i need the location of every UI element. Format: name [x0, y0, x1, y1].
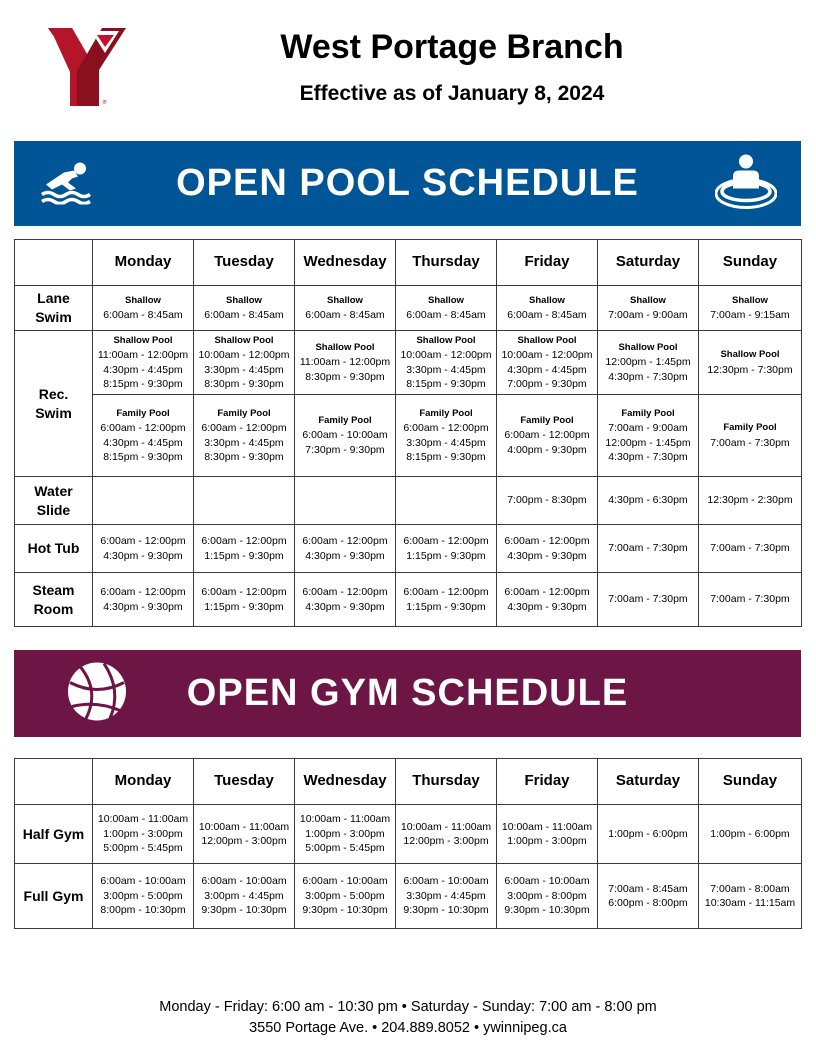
water-slide-row [15, 477, 802, 525]
day-header: Wednesday [295, 240, 396, 286]
steam-room-row [15, 573, 802, 627]
schedule-cell: 6:00am - 12:00pm 1:15pm - 9:30pm [194, 525, 295, 573]
schedule-cell-empty [295, 477, 396, 525]
gym-day-header-row [15, 759, 802, 805]
row-label: Hot Tub [15, 525, 93, 573]
schedule-cell: 6:00am - 12:00pm 4:30pm - 9:30pm [295, 573, 396, 627]
schedule-cell: 6:00am - 10:00am 3:00pm - 5:00pm 8:00pm - 10:30pm [93, 864, 194, 929]
schedule-cell: 7:00am - 8:00am 10:30am - 11:15am [699, 864, 802, 929]
full-gym-row [15, 864, 802, 929]
schedule-cell: 6:00am - 10:00am 3:00pm - 5:00pm 9:30pm - 10:30pm [295, 864, 396, 929]
schedule-cell: Shallow Pool 11:00am - 12:00pm 4:30pm - 4:45pm 8:15pm - 9:30pm [93, 331, 194, 395]
hours-summary: Monday - Friday: 6:00 am - 10:30 pm • Saturday - Sunday: 7:00 am - 8:00 pm [159, 999, 657, 1015]
schedule-cell: 6:00am - 12:00pm 1:15pm - 9:30pm [194, 573, 295, 627]
schedule-cell: 10:00am - 11:00am 1:00pm - 3:00pm 5:00pm - 5:45pm [295, 805, 396, 864]
schedule-cell: Shallow Pool 10:00am - 12:00pm 3:30pm - 4:45pm 8:30pm - 9:30pm [194, 331, 295, 395]
schedule-cell: 7:00pm - 8:30pm [497, 477, 598, 525]
row-label: Steam Room [15, 573, 93, 627]
swimmer-icon [40, 158, 94, 209]
schedule-cell: 6:00am - 10:00am 3:00pm - 8:00pm 9:30pm - 10:30pm [497, 864, 598, 929]
row-label: Half Gym [15, 805, 93, 864]
schedule-cell: 10:00am - 11:00am 1:00pm - 3:00pm 5:00pm - 5:45pm [93, 805, 194, 864]
contact-info: 3550 Portage Ave. • 204.889.8052 • ywinnipeg.ca [249, 1020, 567, 1036]
row-label: Rec. Swim [15, 331, 93, 477]
schedule-cell: Shallow Pool 12:30pm - 7:30pm [699, 331, 802, 395]
row-label: Full Gym [15, 864, 93, 929]
schedule-cell: Shallow Pool 11:00am - 12:00pm 8:30pm - 9:30pm [295, 331, 396, 395]
day-header: Saturday [598, 240, 699, 286]
basketball-icon [66, 660, 128, 727]
day-header: Monday [93, 759, 194, 805]
schedule-cell: 6:00am - 12:00pm 4:30pm - 9:30pm [93, 525, 194, 573]
schedule-cell: Shallow 7:00am - 9:00am [598, 286, 699, 331]
pool-day-header-row [15, 240, 802, 286]
day-header: Wednesday [295, 759, 396, 805]
row-label: Lane Swim [15, 286, 93, 331]
gym-schedule-table [14, 758, 802, 929]
schedule-cell: 6:00am - 12:00pm 4:30pm - 9:30pm [93, 573, 194, 627]
hot-tub-icon [715, 152, 777, 215]
day-header: Sunday [699, 759, 802, 805]
schedule-cell: 12:30pm - 2:30pm [699, 477, 802, 525]
schedule-cell: 10:00am - 11:00am 12:00pm - 3:00pm [396, 805, 497, 864]
schedule-cell-empty [93, 477, 194, 525]
schedule-cell: 7:00am - 8:45am 6:00pm - 8:00pm [598, 864, 699, 929]
day-header: Tuesday [194, 240, 295, 286]
gym-banner-title: OPEN GYM SCHEDULE [186, 672, 629, 714]
lane-swim-row [15, 286, 802, 331]
half-gym-row [15, 805, 802, 864]
schedule-cell: 7:00am - 7:30pm [699, 525, 802, 573]
schedule-cell: Family Pool 6:00am - 12:00pm 3:30pm - 4:45pm 8:15pm - 9:30pm [396, 395, 497, 477]
svg-text:®: ® [102, 100, 107, 106]
corner-cell [15, 759, 93, 805]
day-header: Tuesday [194, 759, 295, 805]
schedule-cell: Family Pool 6:00am - 12:00pm 4:30pm - 4:45pm 8:15pm - 9:30pm [93, 395, 194, 477]
schedule-cell: Shallow 6:00am - 8:45am [396, 286, 497, 331]
schedule-cell: Shallow Pool 10:00am - 12:00pm 4:30pm - 4:45pm 7:00pm - 9:30pm [497, 331, 598, 395]
corner-cell [15, 240, 93, 286]
schedule-cell: 6:00am - 12:00pm 4:30pm - 9:30pm [497, 573, 598, 627]
schedule-cell: 6:00am - 10:00am 3:00pm - 4:45pm 9:30pm - 10:30pm [194, 864, 295, 929]
schedule-cell-empty [194, 477, 295, 525]
effective-date: Effective as of January 8, 2024 [299, 82, 605, 105]
rec-swim-family-row [15, 395, 802, 477]
schedule-cell: Family Pool 6:00am - 12:00pm 3:30pm - 4:45pm 8:30pm - 9:30pm [194, 395, 295, 477]
row-label: Water Slide [15, 477, 93, 525]
schedule-cell: 10:00am - 11:00am 12:00pm - 3:00pm [194, 805, 295, 864]
schedule-cell: 4:30pm - 6:30pm [598, 477, 699, 525]
schedule-cell-empty [396, 477, 497, 525]
day-header: Saturday [598, 759, 699, 805]
pool-banner-title: OPEN POOL SCHEDULE [176, 162, 639, 204]
schedule-cell: Family Pool 7:00am - 7:30pm [699, 395, 802, 477]
day-header: Monday [93, 240, 194, 286]
schedule-cell: 1:00pm - 6:00pm [598, 805, 699, 864]
schedule-cell: Shallow 6:00am - 8:45am [93, 286, 194, 331]
schedule-cell: Shallow 6:00am - 8:45am [295, 286, 396, 331]
gym-schedule-banner [14, 650, 801, 737]
schedule-cell: 7:00am - 7:30pm [598, 573, 699, 627]
day-header: Thursday [396, 240, 497, 286]
schedule-cell: 6:00am - 12:00pm 1:15pm - 9:30pm [396, 525, 497, 573]
schedule-cell: Family Pool 6:00am - 10:00am 7:30pm - 9:30pm [295, 395, 396, 477]
schedule-cell: 6:00am - 10:00am 3:30pm - 4:45pm 9:30pm - 10:30pm [396, 864, 497, 929]
day-header: Friday [497, 240, 598, 286]
schedule-cell: 7:00am - 7:30pm [598, 525, 699, 573]
schedule-cell: 10:00am - 11:00am 1:00pm - 3:00pm [497, 805, 598, 864]
schedule-cell: 7:00am - 7:30pm [699, 573, 802, 627]
hot-tub-row [15, 525, 802, 573]
schedule-cell: Shallow 6:00am - 8:45am [497, 286, 598, 331]
schedule-cell: 1:00pm - 6:00pm [699, 805, 802, 864]
schedule-cell: 6:00am - 12:00pm 1:15pm - 9:30pm [396, 573, 497, 627]
pool-schedule-table [14, 239, 802, 627]
day-header: Friday [497, 759, 598, 805]
schedule-cell: Shallow 6:00am - 8:45am [194, 286, 295, 331]
day-header: Sunday [699, 240, 802, 286]
schedule-cell: Family Pool 7:00am - 9:00am 12:00pm - 1:45pm 4:30pm - 7:30pm [598, 395, 699, 477]
schedule-cell: Family Pool 6:00am - 12:00pm 4:00pm - 9:30pm [497, 395, 598, 477]
day-header: Thursday [396, 759, 497, 805]
rec-swim-shallow-row [15, 331, 802, 395]
schedule-cell: 6:00am - 12:00pm 4:30pm - 9:30pm [497, 525, 598, 573]
schedule-cell: 6:00am - 12:00pm 4:30pm - 9:30pm [295, 525, 396, 573]
page-title: West Portage Branch [280, 28, 624, 66]
schedule-cell: Shallow Pool 12:00pm - 1:45pm 4:30pm - 7:30pm [598, 331, 699, 395]
schedule-cell: Shallow Pool 10:00am - 12:00pm 3:30pm - 4:45pm 8:15pm - 9:30pm [396, 331, 497, 395]
schedule-cell: Shallow 7:00am - 9:15am [699, 286, 802, 331]
pool-schedule-banner [14, 141, 801, 226]
